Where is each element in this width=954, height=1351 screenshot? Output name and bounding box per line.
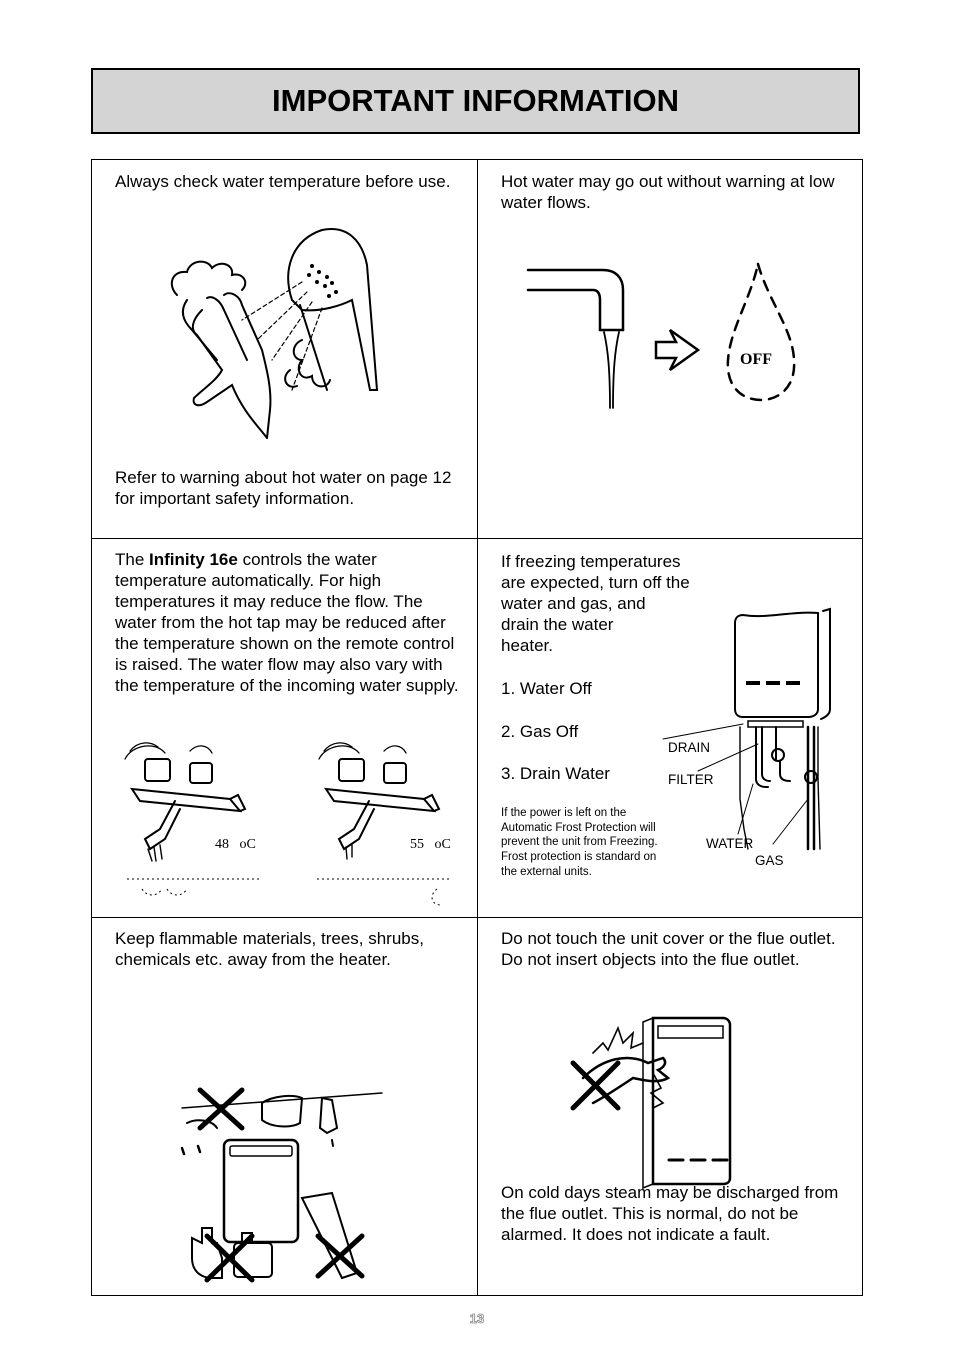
- tap2-temperature: [410, 837, 451, 853]
- title-banner: [91, 68, 860, 134]
- page-title: IMPORTANT INFORMATION: [272, 83, 679, 118]
- freezing-line-1: If freezing temperatures: [501, 552, 681, 571]
- flammable-illustration: [172, 1028, 412, 1278]
- cell-unit-cover: [478, 918, 864, 1296]
- cell-freezing: [478, 539, 864, 917]
- freezing-line-2: are expected, turn off the: [501, 573, 690, 592]
- frost-protection-note: If the power is left on the Automatic Frost Protection will prevent the unit from Freezing. Frost protection is standard on the external units.: [501, 807, 658, 878]
- unit-cover-footer: On cold days steam may be discharged from the flue outlet. This is normal, do not be alarmed. It does not indicate a fault.: [501, 1183, 839, 1244]
- cell-flammable: [92, 918, 477, 1296]
- product-name: Infinity 16e: [149, 550, 238, 569]
- step-drain-water: 3. Drain Water: [501, 764, 610, 783]
- label-drain: DRAIN: [668, 740, 711, 755]
- low-flow-text: Hot water may go out without warning at low water flows.: [501, 172, 835, 212]
- touch-cover-illustration: [573, 1008, 773, 1198]
- off-label: OFF: [740, 351, 772, 368]
- auto-temp-prefix: The: [115, 550, 150, 569]
- check-temp-text: Always check water temperature before use.: [115, 172, 451, 191]
- page-number: 13: [469, 1311, 485, 1326]
- label-water: WATER: [706, 836, 754, 851]
- label-filter: FILTER: [668, 772, 714, 787]
- auto-temp-text: [115, 549, 460, 696]
- freezing-line-4: drain the water: [501, 615, 614, 634]
- tap-off-illustration: [528, 260, 828, 420]
- check-temp-footer: Refer to warning about hot water on page 12 for important safety information.: [115, 468, 452, 508]
- info-grid: [91, 159, 863, 1296]
- freezing-line-5: heater.: [501, 636, 553, 655]
- water-heater-illustration: [658, 609, 858, 869]
- tap1-temperature: [215, 837, 256, 853]
- tap1-temp-unit: oC: [239, 837, 256, 852]
- cell-low-flow: [478, 160, 864, 538]
- tap1-temp-value: 48: [215, 837, 229, 852]
- step-gas-off: 2. Gas Off: [501, 722, 579, 741]
- auto-temp-suffix: controls the water temperature automatically. For high temperatures it may reduce the flow. The water from the hot tap may be reduced after the temperature shown on the remote control is raised. The water flow may also vary with the temperature of the incoming water supply.: [115, 550, 459, 695]
- tap1-water-splash: [122, 869, 272, 909]
- cell-check-temperature: [92, 160, 477, 538]
- unit-cover-text: Do not touch the unit cover or the flue outlet. Do not insert objects into the flue outlet.: [501, 929, 836, 969]
- freezing-line-3: water and gas, and: [501, 594, 646, 613]
- hand-under-shower-illustration: [162, 220, 392, 450]
- tap2-temp-unit: oC: [434, 837, 451, 852]
- step-water-off: 1. Water Off: [501, 679, 592, 698]
- label-gas: GAS: [755, 853, 784, 868]
- tap2-water-splash: [312, 869, 462, 909]
- tap2-temp-value: 55: [410, 837, 424, 852]
- cell-auto-temperature: [92, 539, 477, 917]
- flammable-text: Keep flammable materials, trees, shrubs, chemicals etc. away from the heater.: [115, 929, 424, 969]
